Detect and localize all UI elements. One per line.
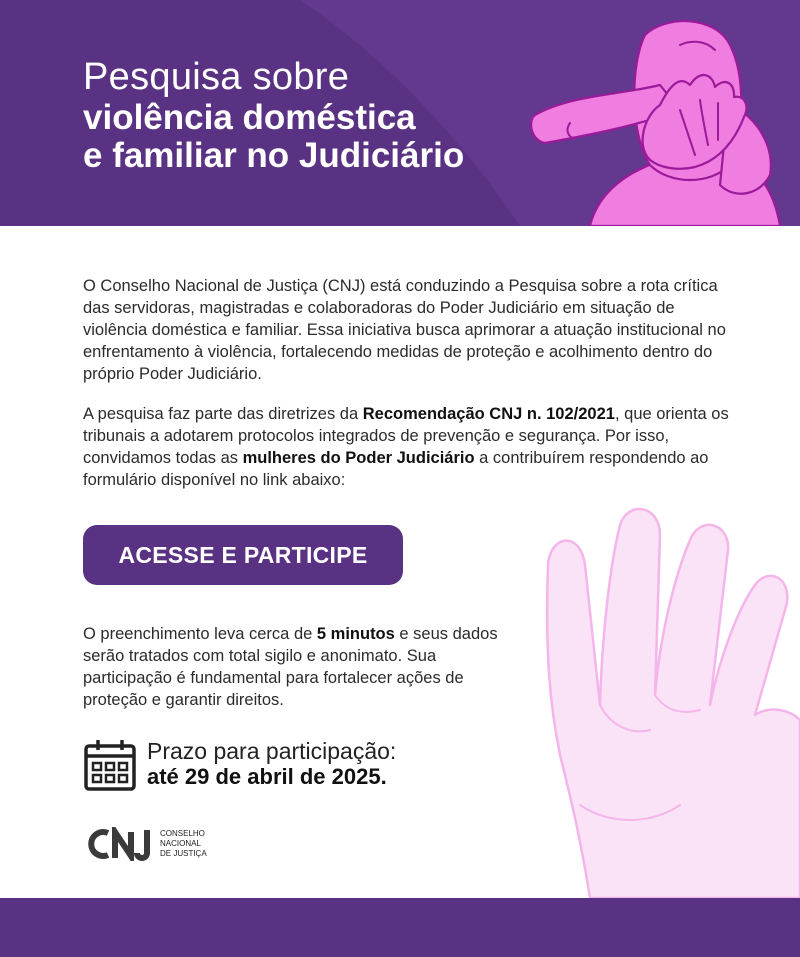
access-and-participate-button[interactable]: ACESSE E PARTICIPE — [83, 525, 403, 585]
duration-value: 5 minutos — [316, 625, 395, 643]
title-line-2: violência doméstica — [83, 98, 416, 137]
deadline-block — [83, 738, 396, 792]
title-line-1: Pesquisa sobre — [83, 56, 350, 98]
logo-line-2: NACIONAL — [160, 839, 201, 848]
header-banner — [0, 0, 800, 226]
footer-bar — [0, 898, 800, 957]
page-title — [83, 58, 464, 176]
recommendation-reference: Recomendação CNJ n. 102/2021 — [362, 405, 615, 423]
cnj-logo — [88, 827, 207, 861]
duration-paragraph — [83, 623, 503, 711]
deadline-text — [147, 738, 396, 790]
logo-line-3: DE JUSTIÇA — [160, 849, 207, 858]
deadline-date: até 29 de abril de 2025. — [147, 764, 387, 789]
title-line-3: e familiar no Judiciário — [83, 136, 465, 175]
guidelines-paragraph — [83, 403, 733, 491]
open-hand-illustration — [540, 505, 800, 898]
cnj-logo-mark — [88, 827, 156, 861]
duration-text-a: O preenchimento leva cerca de — [83, 625, 317, 643]
guidelines-text-a: A pesquisa faz parte das diretrizes da — [83, 405, 363, 423]
calendar-icon — [83, 738, 137, 792]
cnj-logo-text — [160, 829, 207, 859]
target-audience: mulheres do Poder Judiciário — [242, 449, 475, 467]
guidelines-text-e: a contribuírem respondendo ao formulário disponível no link abaixo: — [83, 449, 709, 489]
woman-covering-face-illustration — [530, 15, 800, 226]
intro-paragraph: O Conselho Nacional de Justiça (CNJ) está conduzindo a Pesquisa sobre a rota crítica das servidoras, magistradas e colaboradoras do Poder Judiciário em situação de violência doméstica e familiar. Essa iniciativa busca aprimorar a atuação institucional no enfrentamento à violência, fortalecendo medidas de proteção e acolhimento dentro do próprio Poder Judiciário. — [83, 277, 726, 383]
guidelines-text-c: , que orienta os tribunais a adotarem protocolos integrados de prevenção e segurança. Por isso, convidamos todas as — [83, 405, 729, 467]
duration-text-c: e seus dados serão tratados com total sigilo e anonimato. Sua participação é fundamental para fortalecer ações de proteção e garantir direitos. — [83, 625, 498, 709]
deadline-label: Prazo para participação: — [147, 738, 397, 764]
logo-line-1: CONSELHO — [160, 829, 205, 838]
